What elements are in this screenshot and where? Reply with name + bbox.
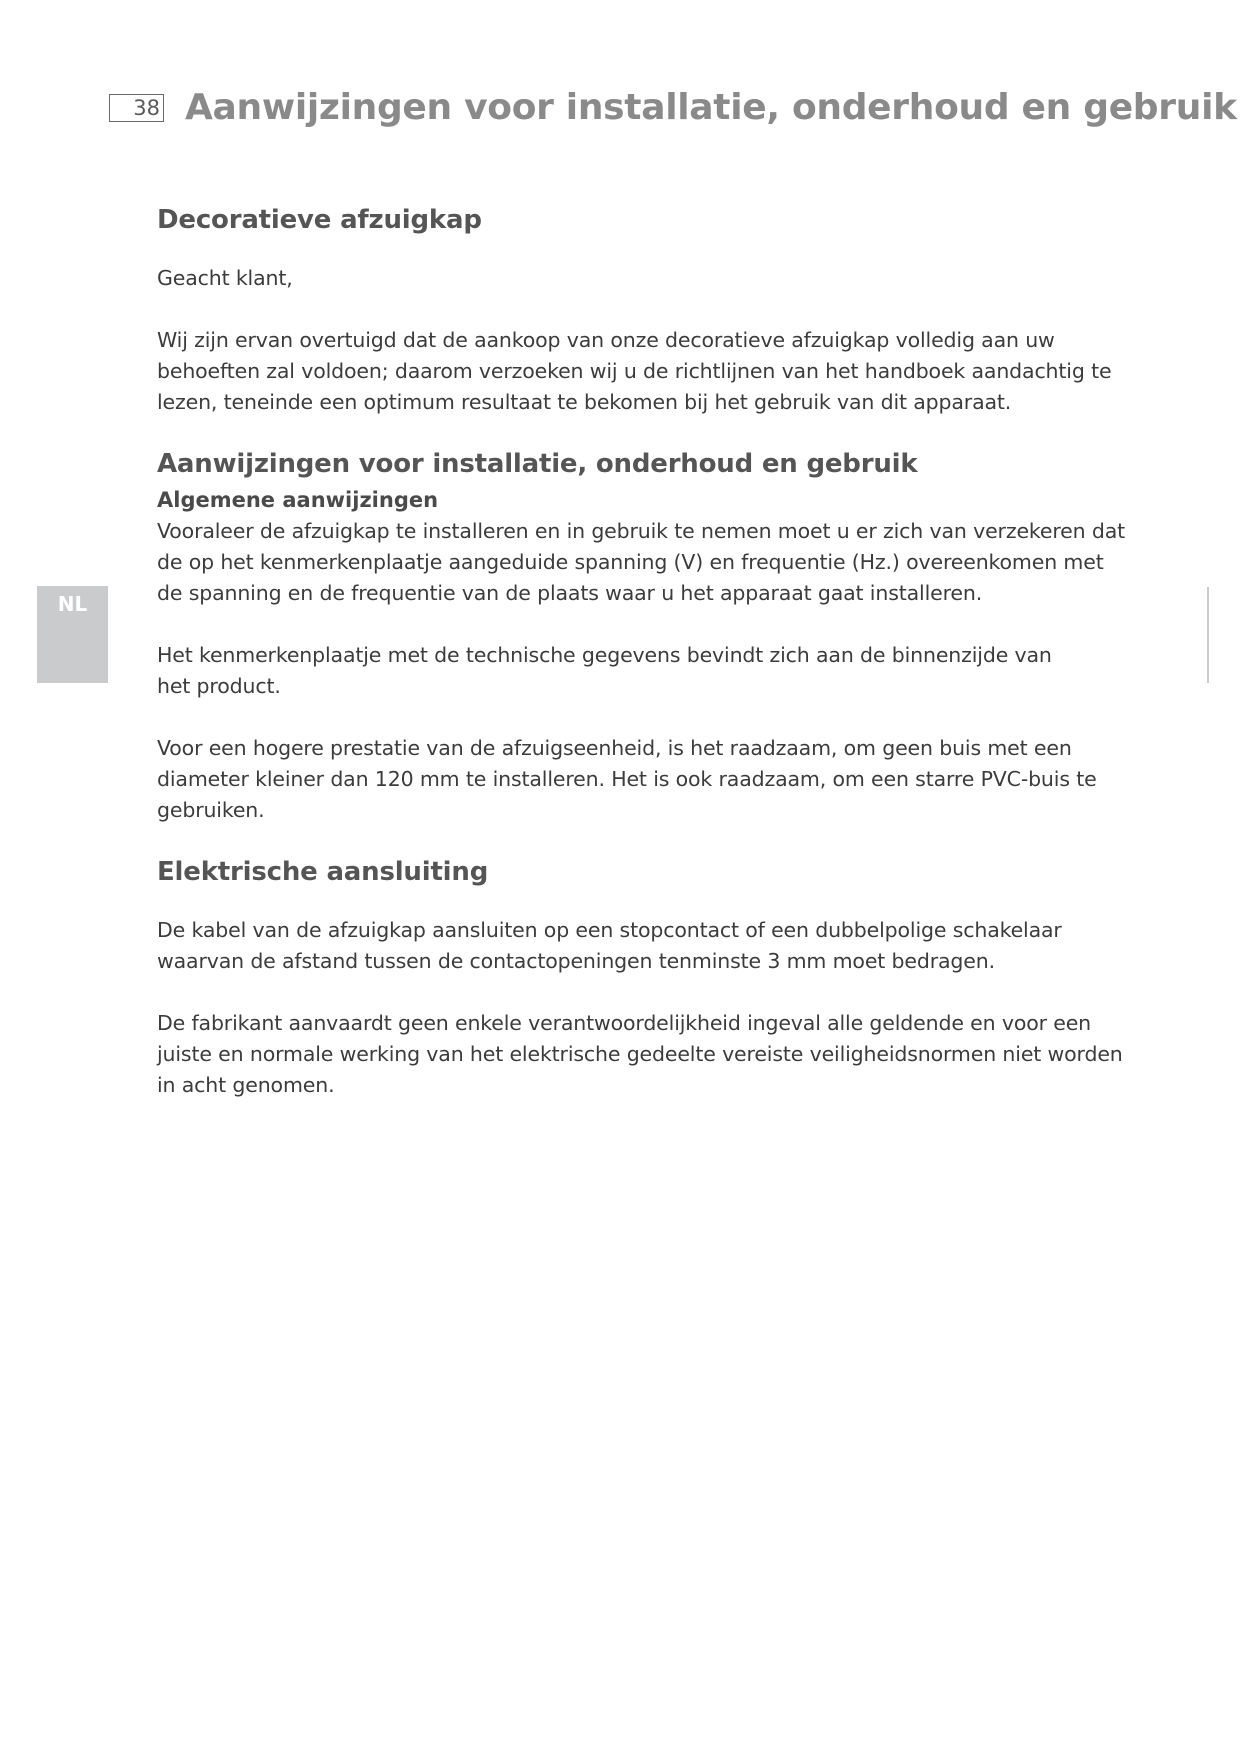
instructions-paragraph-voltage <box>157 516 1137 609</box>
page-header <box>109 87 1237 128</box>
text-line: De kabel van de afzuigkap aansluiten op een stopcontact of een dubbelpolige schakelaar <box>157 918 1062 942</box>
instructions-paragraph-rating-plate <box>157 640 1137 702</box>
page-title: Aanwijzingen voor installatie, onderhoud en gebruik <box>185 87 1237 128</box>
instructions-section <box>157 449 1137 826</box>
language-label: NL <box>57 592 88 616</box>
text-line: in acht genomen. <box>157 1073 335 1097</box>
language-tab <box>37 586 108 683</box>
section-heading-decorative-hood: Decoratieve afzuigkap <box>157 205 482 235</box>
document-body <box>157 205 1137 1101</box>
text-line: juiste en normale werking van het elektrische gedeelte vereiste veiligheidsnormen niet worden <box>157 1042 1123 1066</box>
text-line: Wij zijn ervan overtuigd dat de aankoop van onze decoratieve afzuigkap volledig aan uw <box>157 328 1055 352</box>
text-line: de op het kenmerkenplaatje aangeduide spanning (V) en frequentie (Hz.) overeenkomen met <box>157 550 1104 574</box>
text-line: De fabrikant aanvaardt geen enkele verantwoordelijkheid ingeval alle geldende en voor een <box>157 1011 1092 1035</box>
text-line: Vooraleer de afzuigkap te installeren en in gebruik te nemen moet u er zich van verzekeren dat <box>157 519 1126 543</box>
text-line: behoeften zal voldoen; daarom verzoeken wij u de richtlijnen van het handboek aandachtig te <box>157 359 1112 383</box>
intro-section <box>157 205 1137 418</box>
instructions-paragraph-duct <box>157 733 1137 826</box>
text-line: lezen, teneinde een optimum resultaat te bekomen bij het gebruik van dit apparaat. <box>157 390 1012 414</box>
subheading-general: Algemene aanwijzingen <box>157 488 439 512</box>
section-heading-instructions: Aanwijzingen voor installatie, onderhoud en gebruik <box>157 449 918 479</box>
text-line: Het kenmerkenplaatje met de technische gegevens bevindt zich aan de binnenzijde van <box>157 643 1052 667</box>
text-line: Voor een hogere prestatie van de afzuigseenheid, is het raadzaam, om geen buis met een <box>157 736 1072 760</box>
text-line: waarvan de afstand tussen de contactopeningen tenminste 3 mm moet bedragen. <box>157 949 995 973</box>
greeting: Geacht klant, <box>157 266 293 290</box>
page-number: 38 <box>109 94 164 122</box>
margin-rule <box>1207 587 1209 683</box>
electrical-paragraph-liability <box>157 1008 1137 1101</box>
text-line: gebruiken. <box>157 798 265 822</box>
text-line: het product. <box>157 674 281 698</box>
text-line: de spanning en de frequentie van de plaats waar u het apparaat gaat installeren. <box>157 581 983 605</box>
intro-paragraph <box>157 325 1137 418</box>
electrical-paragraph-connection <box>157 915 1137 977</box>
text-line: diameter kleiner dan 120 mm te installeren. Het is ook raadzaam, om een starre PVC-buis te <box>157 767 1097 791</box>
electrical-section <box>157 857 1137 1101</box>
section-heading-electrical: Elektrische aansluiting <box>157 857 489 887</box>
